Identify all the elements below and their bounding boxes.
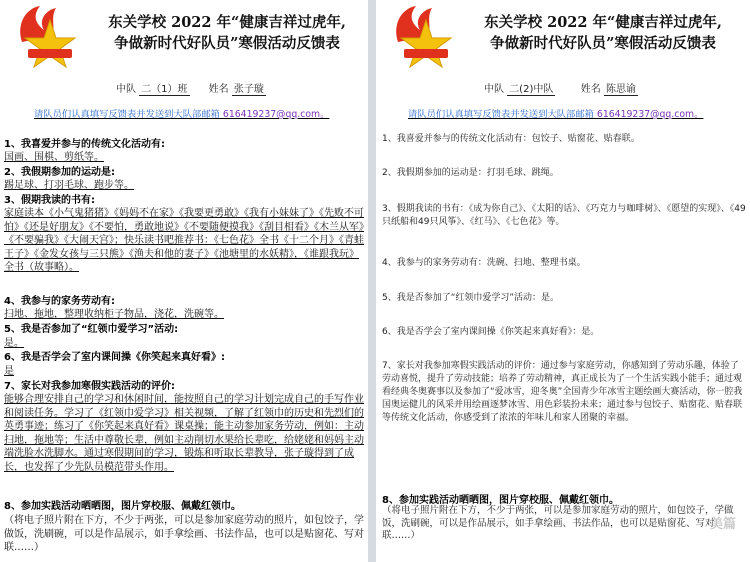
squad-info <box>484 80 638 95</box>
right-feedback-form <box>376 0 750 562</box>
question-8-note: （将电子照片附在下方，不少于两张，可以是参加家庭劳动的照片，如包饺子，学做饭，洗刷碗，可以是作品展示，如手拿绘画、书法作品，也可以是贴窗花、写对联……） <box>4 515 364 553</box>
question-1: 1、我喜爱并参与的传统文化活动有: <box>4 139 165 150</box>
answer-3: 3、假期我读的书有：《成为你自己》、《太阳的话》、《巧克力与咖啡树》、《愿望的实现》、《49只纸船和49只风筝》、《红马》、《七色花》等。 <box>382 204 746 227</box>
young-pioneer-emblem-icon <box>386 2 458 74</box>
answer-1: 国画、围棋、剪纸等。 <box>4 152 104 163</box>
submission-notice <box>34 106 329 120</box>
question-8: 8、参加实践活动晒晒图，图片穿校服、佩戴红领巾。 <box>4 501 241 512</box>
watermark: 美篇 <box>709 517 736 532</box>
notice-email-link[interactable]: 616419237@qq.com。 <box>222 109 330 120</box>
answer-2: 2、我假期参加的运动是：打羽毛球、跳绳。 <box>382 168 559 178</box>
notice-text: 请队员们认真填写反馈表并发送到大队部邮箱 <box>408 109 594 120</box>
answer-7: 能够合理安排自己的学习和休闲时间，能按照自己的学习计划完成自己的手写作业和阅读任务。学习了《红领巾爱学习》相关视频，了解了红领巾的历史和先烈们的英勇事迹；练习了《你笑起来真好看》课桌操；能主动参加家务劳动，例如：主动扫地，拖地等；生活中尊敬长辈，例如主动削切水果给长辈吃，给姥姥和妈妈主动端洗脸水洗脚水。通过寒假期间的学习，锻炼和听取长辈教导，张子璇得到了成长，也发挥了少先队员模范带头作用。 <box>4 394 364 473</box>
squad-label: 中队 <box>484 84 504 95</box>
name-label: 姓名 <box>580 84 601 95</box>
answer-4: 4、我参与的家务劳动有：洗碗、扫地、整理书桌。 <box>382 258 586 268</box>
form-title <box>458 12 748 54</box>
young-pioneer-emblem-icon <box>10 2 82 74</box>
question-6: 6、我是否学会了室内课间操《你笑起来真好看》: <box>4 352 225 363</box>
answer-5: 是。 <box>4 338 24 349</box>
answer-3: 家庭读本《小气鬼猪猪》《妈妈不在家》《我要更勇敢》《我有小妹妹了》《先败不可怕》《还是好朋友》《不要怕，勇敢地说》《不要随便摸我》《刮目相看》《木兰从军》《不要骗我》《大闹天宫》；快乐读书吧推荐书：《七色花》全书《十二个月》《青蛙王子》《金发女孩与三只熊》《渔夫和他的妻子》《池塘里的水妖精》，《谁跟我玩》全书（故事略）。 <box>4 208 364 274</box>
title-line-2: 争做新时代好队员”寒假活动反馈表 <box>490 35 716 52</box>
answer-6: 是 <box>4 366 14 377</box>
squad-info <box>116 80 266 95</box>
question-8-note: （将电子照片附在下方，不少于两张，可以是参加家庭劳动的照片，如包饺子，学做饭，洗刷碗，可以是作品展示，如手拿绘画、书法作品，也可以是贴窗花、写对联……） <box>382 505 734 541</box>
notice-email-link[interactable]: 616419237@qq.com。 <box>596 109 704 120</box>
notice-text: 请队员们认真填写反馈表并发送到大队部邮箱 <box>34 109 220 120</box>
answer-7: 7、家长对我参加寒假实践活动的评价：通过参与家庭劳动，你感知到了劳动乐趣，体验了劳动喜悦，提升了劳动技能；培养了劳动精神，真正成长为了一个生活实践小能手；通过观看经典冬奥赛事以及参加了“爱冰雪，迎冬奥”全国青少年冰雪主题绘画大赛活动，你一腔我国奥运健儿的风采并用绘画逐梦冰雪、用色彩装扮未来；通过参与包饺子、贴窗花、贴春联等传统文化活动，你感受到了浓浓的年味儿和家人团聚的幸福。 <box>382 361 743 423</box>
squad-value: 二(2)中队 <box>509 84 554 95</box>
question-7: 7、家长对我参加寒假实践活动的评价: <box>4 381 175 392</box>
answer-1: 1、我喜爱并参与的传统文化活动有：包饺子、贴窗花、贴春联。 <box>382 134 640 144</box>
title-line-1: 东关学校 2022 年“健康吉祥过虎年, <box>108 14 346 31</box>
name-value: 陈思谕 <box>605 84 636 95</box>
title-line-1: 东关学校 2022 年“健康吉祥过虎年, <box>484 14 722 31</box>
squad-value: 二（1）班 <box>141 84 188 95</box>
question-5: 5、我是否参加了“红领巾爱学习”活动: <box>4 324 179 335</box>
name-value: 张子璇 <box>233 84 264 95</box>
question-4: 4、我参与的家务劳动有: <box>4 296 115 307</box>
question-3: 3、假期我读的书有: <box>4 195 95 206</box>
form-title <box>82 12 368 54</box>
title-line-2: 争做新时代好队员”寒假活动反馈表 <box>114 35 340 52</box>
page-divider <box>368 0 376 562</box>
squad-label: 中队 <box>116 84 136 95</box>
answer-6: 6、我是否学会了室内课间操《你笑起来真好看》：是。 <box>382 327 600 337</box>
name-label: 姓名 <box>208 84 229 95</box>
answer-5: 5、我是否参加了“红领巾爱学习”活动：是。 <box>382 293 560 303</box>
answer-4: 扫地、拖地，整理收纳柜子物品，浇花，洗碗等。 <box>4 309 224 320</box>
submission-notice <box>408 106 703 120</box>
question-2: 2、我假期参加的运动是: <box>4 167 115 178</box>
answer-2: 踢足球、打羽毛球、跑步等。 <box>4 180 134 191</box>
question-8: 8、参加实践活动晒晒图，图片穿校服、佩戴红领巾。 <box>382 495 619 506</box>
left-feedback-form <box>0 0 368 562</box>
